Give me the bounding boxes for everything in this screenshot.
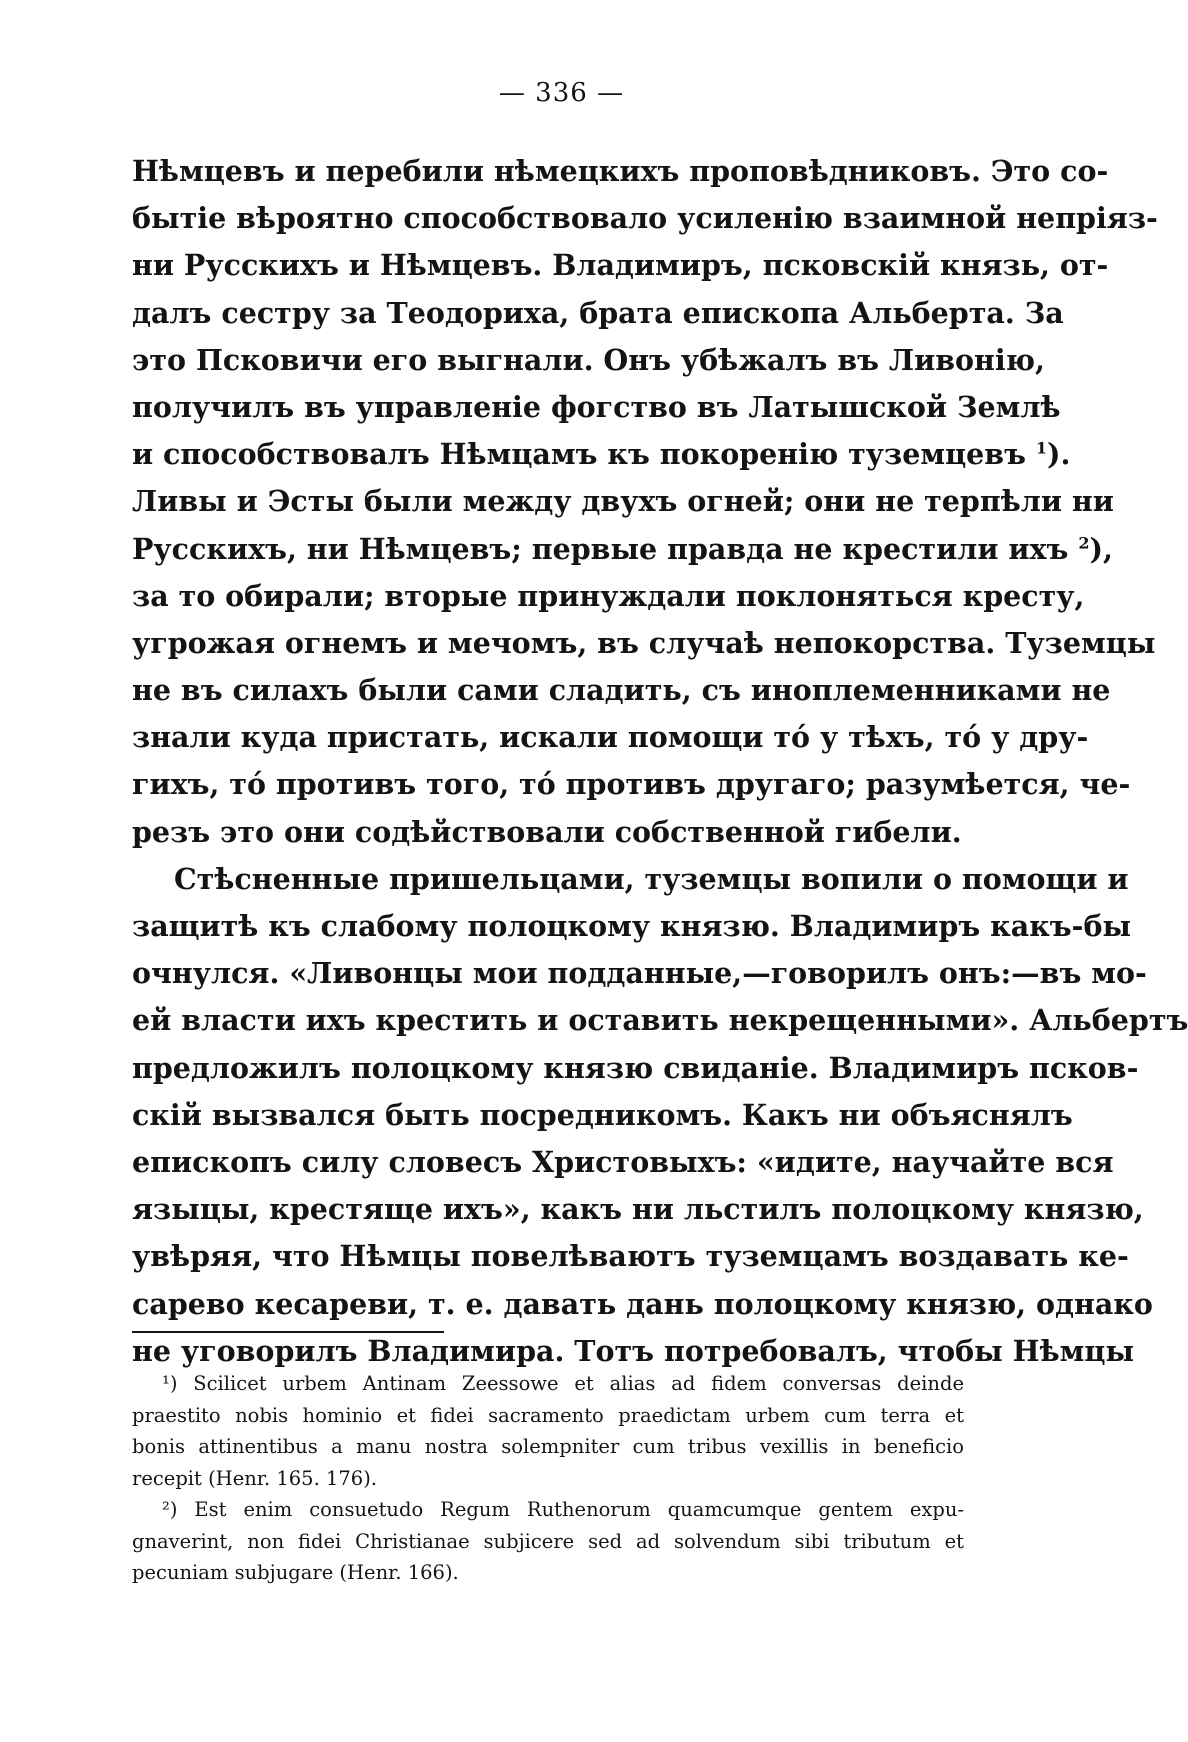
text-line: Нѣмцевъ и перебили нѣмецкихъ проповѣдниковъ. Это со- (132, 154, 1109, 188)
text-line: гихъ, то́ противъ того, то́ противъ другаго; разумѣется, че- (132, 767, 1131, 802)
footnote-1-line: bonis attinentibus a manu nostra solempniter cum tribus vexillis in beneficio (132, 1435, 964, 1458)
text-line: бытіе вѣроятно способствовало усиленію взаимной непріяз- (132, 201, 1158, 236)
text-line: далъ сестру за Теодориха, брата епископа Альберта. За (132, 295, 1064, 330)
text-line: предложилъ полоцкому князю свиданіе. Владимиръ псков- (132, 1050, 1139, 1085)
text-line: защитѣ къ слабому полоцкому князю. Владимиръ какъ-бы (132, 909, 1132, 943)
text-line: не въ силахъ были сами сладить, съ иноплеменниками не (132, 673, 1111, 708)
text-line: сарево кесареви, т. е. давать дань полоцкому князю, однако (132, 1286, 1153, 1321)
text-line-content: и способствовалъ Нѣмцамъ къ покоренію туземцевъ (132, 437, 1026, 472)
text-line-content: Русскихъ, ни Нѣмцевъ; первые правда не крестили ихъ (132, 531, 1069, 566)
footnote-2-line: ²) Est enim consuetudo Regum Ruthenorum quamcumque gentem expu- (162, 1498, 964, 1521)
text-line-with-note (132, 431, 1071, 478)
text-line: за то обирали; вторые принуждали поклоняться кресту, (132, 578, 1085, 613)
footnote-1-line: recepit (Henr. 165. 176). (132, 1466, 378, 1490)
text-line: увѣряя, что Нѣмцы повелѣваютъ туземцамъ воздавать ке- (132, 1239, 1129, 1274)
text-line: угрожая огнемъ и мечомъ, въ случаѣ непокорства. Туземцы (132, 625, 1156, 660)
footnotes (132, 1368, 964, 1589)
footnote-ref-2[interactable]: $^2$), (1078, 531, 1113, 566)
footnote-divider (132, 1331, 444, 1333)
text-line: Ливы и Эсты были между двухъ огней; они не терпѣли ни (132, 484, 1114, 519)
text-line: это Псковичи его выгнали. Онъ убѣжалъ въ Ливонію, (132, 342, 1045, 377)
text-line: не уговорилъ Владимира. Тотъ потребовалъ, чтобы Нѣмцы (132, 1333, 1135, 1368)
footnote-1-line: praestito nobis hominio et fidei sacramento praedictam urbem cum terra et (132, 1403, 964, 1427)
text-line: скій вызвался быть посредникомъ. Какъ ни объяснялъ (132, 1097, 1073, 1132)
main-text (132, 148, 1188, 1375)
text-line: языцы, крестяще ихъ», какъ ни льстилъ полоцкому князю, (132, 1192, 1144, 1227)
text-line-with-note (132, 526, 1113, 573)
footnote-1-line: ¹) Scilicet urbem Antinam Zeessowe et alias ad fidem conversas deinde (162, 1372, 964, 1395)
text-line: епископъ силу словесъ Христовыхъ: «идите, научайте вся (132, 1144, 1114, 1179)
footnote-2-line: gnaverint, non fidei Christianae subjicere sed ad solvendum sibi tributum et (132, 1529, 964, 1553)
paragraph-start-line: Стѣсненные пришельцами, туземцы вопили о помощи и (174, 861, 1129, 896)
footnote-ref-1[interactable]: $^1$). (1035, 437, 1071, 472)
page-number: — 336 — (498, 78, 625, 108)
text-line: знали куда пристать, искали помощи то́ у тѣхъ, то́ у дру- (132, 720, 1089, 755)
text-line: очнулся. «Ливонцы мои подданные,—говорилъ онъ:—въ мо- (132, 956, 1147, 991)
text-line: ей власти ихъ крестить и оставить некрещенными». Альбертъ (132, 1003, 1188, 1038)
text-line: получилъ въ управленіе фогство въ Латышской Землѣ (132, 389, 1061, 424)
footnote-2-line: pecuniam subjugare (Henr. 166). (132, 1561, 459, 1584)
text-line: резъ это они содѣйствовали собственной гибели. (132, 814, 962, 849)
text-line: ни Русскихъ и Нѣмцевъ. Владимиръ, псковскій князь, от- (132, 248, 1109, 283)
